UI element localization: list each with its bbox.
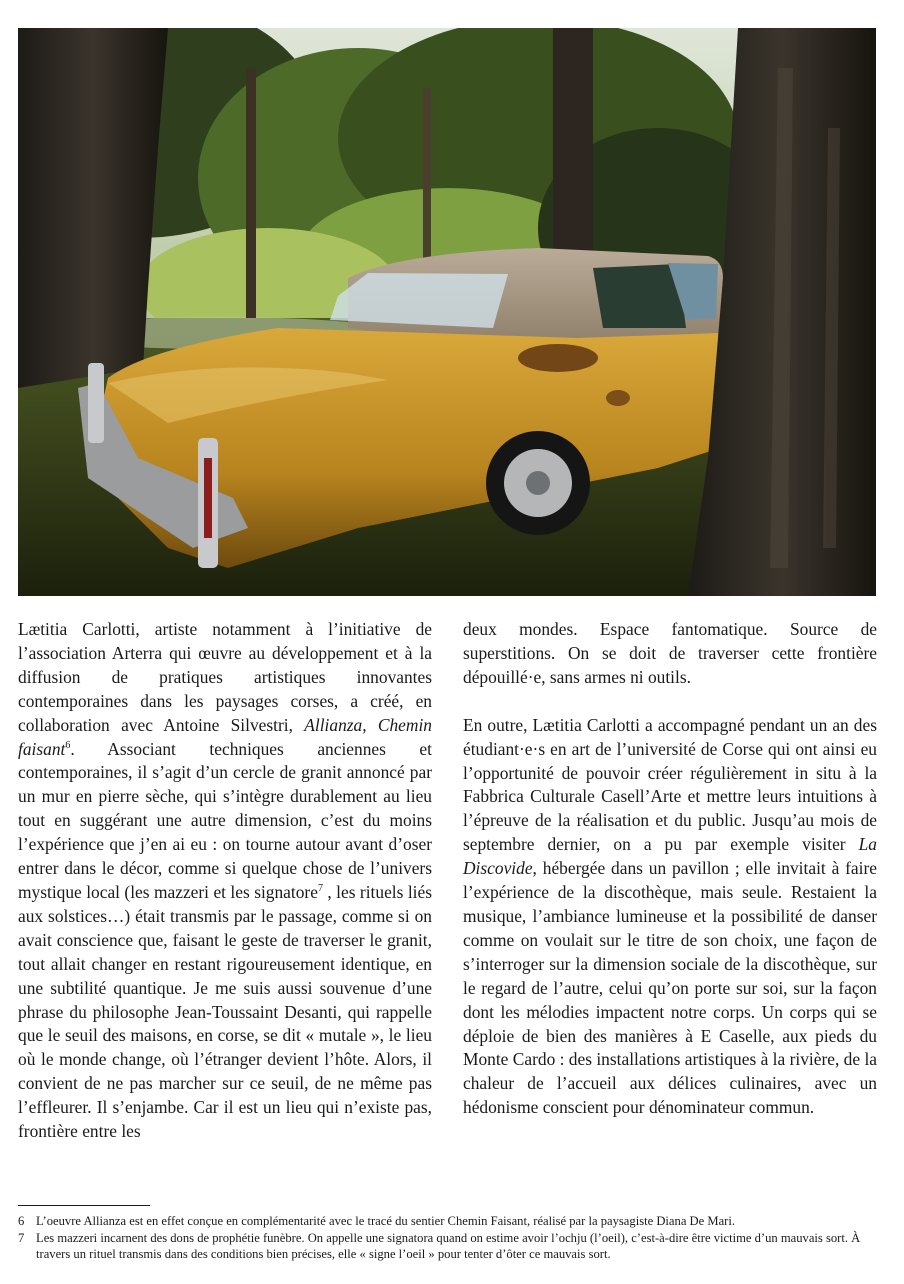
left-text-column: [18, 618, 432, 1144]
footnote-ref-6: 6: [65, 739, 71, 751]
footnote-ref-7: 7: [317, 883, 323, 895]
footnote: [18, 1213, 880, 1230]
text-run: , hébergée dans un pavillon ; elle invitait à faire l’expérience de la discothèque, mais seule. Restaient la musique, l’ambiance lumineuse et la possibilité de danser comme on voulait sur le titre de son choix, une façon de s’interroger sur la dimension sociale de la discothèque, sur le regard de l’autre, celui qu’on porte sur soi, sur la façon dont les mélodies impactent notre corps. Un corps qui se déploie de bien des manières à E Caselle, aux pieds du Monte Cardo : des installations artistiques à la rivière, de la chaleur de l’accueil aux délices culinaires, avec un hédonisme conscient pour dénominateur commun.: [463, 858, 877, 1118]
artwork-title: La Discovide: [463, 834, 877, 879]
footnote-divider: [18, 1205, 150, 1206]
footnote-number: 7: [18, 1230, 25, 1245]
footnote-text: L’oeuvre Allianza est en effet conçue en complémentarité avec le tracé du sentier Chemin Faisant, réalisé par la paysagiste Diana De Mari.: [36, 1214, 736, 1228]
footnote-number: 6: [18, 1214, 25, 1228]
text-run: En outre, Lætitia Carlotti a accompagné pendant un an des étudiant·e·s en art de l’université de Corse qui ont ainsi eu l’opportunité de pouvoir créer régulièrement in situ à la Fabbrica Culturale Casell’Arte et mettre leurs intuitions à l’épreuve de la réalisation et du public. Jusqu’au mois de septembre dernier, on a pu par exemple visiter: [463, 714, 877, 855]
paragraph: [463, 714, 877, 1120]
paragraph: deux mondes. Espace fantomatique. Source de superstitions. On se doit de traverser cette frontière dépouillé·e, sans armes ni outils.: [463, 619, 877, 687]
right-text-column: [463, 618, 877, 1120]
footnotes: [18, 1213, 880, 1263]
footnote: [18, 1230, 880, 1263]
text-run: Lætitia Carlotti, artiste notamment à l’initiative de l’association Arterra qui œuvre au développement et à la diffusion de pratiques artistiques innovantes contemporaines dans les paysages corses, a créé, en collaboration avec Antoine Silvestri,: [18, 619, 432, 735]
text-run: , les rituels liés aux solstices…) était transmis par le passage, comme si on avait conscience que, faisant le geste de traverser le granit, tout allait changer en restant rigoureusement identique, en une subtilité quantique. Je me suis aussi souvenue d’une phrase du philosophe Jean-Toussaint Desanti, qui rappelle que le seuil des maisons, en corse, se dit « mutale », le lieu où le monde change, où l’étranger devient l’hôte. Alors, il convient de ne pas marcher sur ce seuil, de ne même pas l’effleurer. Il s’enjambe. Car il est un lieu qui n’existe pas, frontière entre les: [18, 881, 432, 1142]
artwork-title: Allianza, Chemin faisant: [18, 714, 432, 759]
text-run: . Associant techniques anciennes et contemporaines, il s’agit d’un cercle de granit annoncé par un mur en pierre sèche, qui s’intègre durablement au lieu tout en suggérant une autre dimension, c’est du moins l’expérience que j’en ai eu : on tourne autour avant d’oser entrer dans le décor, comme si quelque chose de l’univers mystique local (les mazzeri et les signatore: [18, 738, 432, 902]
car-in-forest-photo: [18, 28, 876, 596]
footnote-text: Les mazzeri incarnent des dons de prophétie funèbre. On appelle une signatora quand on estime avoir l’ochju (l’oeil), c’est-à-dire être victime d’un mauvais sort. À travers un rituel transmis dans des conditions bien précises, elle « signe l’oeil » pour tenter d’ôter ce mauvais sort.: [36, 1230, 861, 1261]
paragraph: [18, 618, 432, 1144]
